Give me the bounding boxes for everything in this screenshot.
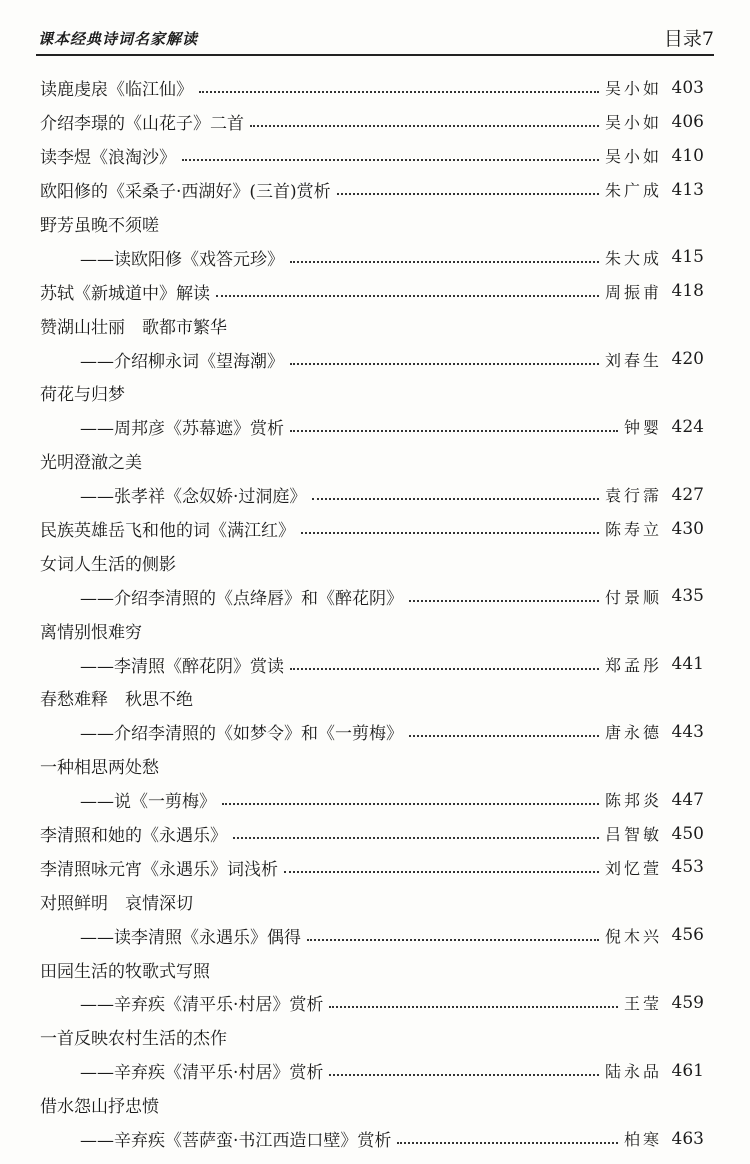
toc-entry-author: 袁行霈 [604,486,662,506]
toc-entry-title: 借水怨山抒忠愤 [40,1097,159,1118]
dot-leader [337,192,599,195]
toc-entry [40,817,704,851]
toc-entry-title: 读李煜《浪淘沙》 [40,148,176,169]
toc-entry-page: 413 [671,179,704,200]
toc-entry-title: 光明澄澈之美 [40,453,142,474]
toc-entry-author: 陆永品 [604,1062,662,1082]
toc-entry-title: ——介绍李清照的《如梦令》和《一剪梅》 [80,724,403,745]
dot-leader [409,734,599,737]
toc-entry-author: 朱大成 [604,248,662,268]
toc-entry-page: 443 [671,721,704,742]
toc-entry [40,783,704,817]
toc-entry-title: 李清照和她的《永遇乐》 [40,826,227,847]
toc-entry [40,207,704,241]
toc-entry-title: 对照鲜明 哀情深切 [40,893,193,914]
toc-entry-page: 415 [671,247,704,268]
toc-entry-title: ——张孝祥《念奴娇·过洞庭》 [80,487,307,508]
toc-entry-page: 453 [671,857,704,878]
toc-entry [40,71,704,105]
toc-entry [40,749,704,783]
book-title: 课本经典诗词名家解读 [38,30,199,48]
toc-entry-page: 424 [671,416,704,437]
toc-entry-title: 介绍李璟的《山花子》二首 [40,114,244,135]
dot-leader [284,870,599,873]
toc-entry [40,545,704,579]
table-of-contents [40,71,704,1156]
dot-leader [290,429,618,432]
toc-entry [40,444,704,478]
toc-entry [40,850,704,884]
toc-entry-author: 吴小如 [604,147,662,167]
toc-entry-author: 王莹 [623,994,662,1014]
toc-entry-page: 447 [671,789,704,810]
toc-entry-author: 吴小如 [604,79,662,99]
toc-entry-author: 刘春生 [604,350,662,370]
toc-entry-title: 一种相思两处愁 [40,758,159,779]
toc-entry [40,1020,704,1054]
dot-leader [182,158,599,161]
toc-entry-title: 民族英雄岳飞和他的词《满江红》 [40,521,295,542]
toc-entry [40,579,704,613]
toc-entry-title: 苏轼《新城道中》解读 [40,283,210,304]
toc-entry-title: 离情别恨难穷 [40,622,142,643]
toc-entry-title: 荷花与归梦 [40,385,125,406]
toc-entry-title: 女词人生活的侧影 [40,554,176,575]
dot-leader [329,1005,618,1008]
toc-entry-title: ——辛弃疾《菩萨蛮·书江西造口壁》赏析 [80,1131,392,1152]
dot-leader [397,1141,618,1144]
toc-entry-page: 427 [671,484,704,505]
toc-entry-title: 野芳虽晚不须嗟 [40,216,159,236]
toc-entry-author: 陈寿立 [604,520,662,540]
toc-entry [40,139,704,173]
dot-leader [409,599,599,602]
toc-entry [40,1054,704,1088]
toc-entry [40,613,704,647]
toc-entry-page: 410 [671,145,704,166]
toc-entry-title: 一首反映农村生活的杰作 [40,1029,227,1050]
toc-entry-page: 418 [671,281,704,302]
toc-entry-page: 441 [671,654,704,675]
page-header [36,22,714,56]
toc-entry-author: 陈邦炎 [604,791,662,811]
toc-entry-page: 463 [671,1128,704,1149]
toc-entry-title: 读鹿虔扆《临江仙》 [40,80,193,101]
toc-entry-title: ——辛弃疾《清平乐·村居》赏析 [80,1063,324,1084]
toc-entry-title: ——说《一剪梅》 [80,792,216,813]
dot-leader [290,362,599,365]
toc-entry-page: 406 [671,111,704,132]
toc-entry [40,647,704,681]
toc-entry-author: 朱广成 [604,181,662,201]
toc-entry [40,173,704,207]
toc-entry-author: 唐永德 [604,723,662,743]
toc-entry [40,512,704,546]
toc-entry-author: 柏寒 [623,1130,662,1150]
toc-entry-page: 461 [671,1060,704,1081]
toc-entry-author: 倪木兴 [604,926,662,946]
toc-entry [40,952,704,986]
toc-entry-page: 435 [671,586,704,607]
dot-leader [250,124,599,127]
toc-entry-page: 459 [671,992,704,1013]
dot-leader [233,836,599,839]
toc-entry-page: 450 [671,823,704,844]
dot-leader [199,90,599,93]
toc-entry-page: 456 [671,925,704,946]
toc-entry-title: 田园生活的牧歌式写照 [40,961,210,982]
toc-entry-title: ——辛弃疾《清平乐·村居》赏析 [80,995,324,1016]
toc-entry-title: 赞湖山壮丽 歌都市繁华 [40,317,227,338]
toc-entry-author: 郑孟彤 [604,655,662,675]
toc-entry [40,376,704,410]
toc-entry [40,884,704,918]
dot-leader [222,802,599,805]
toc-entry-title: 春愁难释 秋思不绝 [40,690,193,711]
toc-entry-title: 李清照咏元宵《永遇乐》词浅析 [40,859,278,880]
toc-entry [40,715,704,749]
toc-entry-page: 403 [671,77,704,98]
dot-leader [329,1073,599,1076]
toc-entry [40,342,704,376]
toc-entry-title: ——介绍柳永词《望海潮》 [80,351,284,372]
dot-leader [216,294,599,297]
toc-entry [40,410,704,444]
toc-entry-author: 钟婴 [623,418,662,438]
toc-entry-author: 吕智敏 [604,825,662,845]
dot-leader [307,938,599,941]
dot-leader [290,667,599,670]
toc-entry-title: ——读欧阳修《戏答元珍》 [80,249,284,270]
toc-entry [40,478,704,512]
dot-leader [301,531,599,534]
toc-entry-title: ——读李清照《永遇乐》偶得 [80,927,301,948]
toc-entry-title: 欧阳修的《采桑子·西湖好》(三首)赏析 [40,182,331,203]
toc-entry-author: 刘忆萱 [604,858,662,878]
toc-entry-page: 420 [671,349,704,370]
toc-entry-author: 周振甫 [604,282,662,302]
toc-entry [40,681,704,715]
toc-entry [40,1122,704,1156]
toc-entry [40,274,704,308]
toc-entry-title: ——介绍李清照的《点绛唇》和《醉花阴》 [80,588,403,609]
toc-entry [40,105,704,139]
toc-entry-author: 付景顺 [604,587,662,607]
page-label: 目录7 [663,28,714,50]
toc-entry-author: 吴小如 [604,113,662,133]
dot-leader [312,497,599,500]
toc-entry-page: 430 [671,518,704,539]
toc-entry [40,918,704,952]
toc-entry [40,240,704,274]
dot-leader [290,260,599,263]
toc-entry-title: ——李清照《醉花阴》赏读 [80,656,284,677]
toc-entry [40,986,704,1020]
toc-entry-title: ——周邦彦《苏幕遮》赏析 [80,419,284,440]
toc-entry [40,1088,704,1122]
toc-entry [40,308,704,342]
